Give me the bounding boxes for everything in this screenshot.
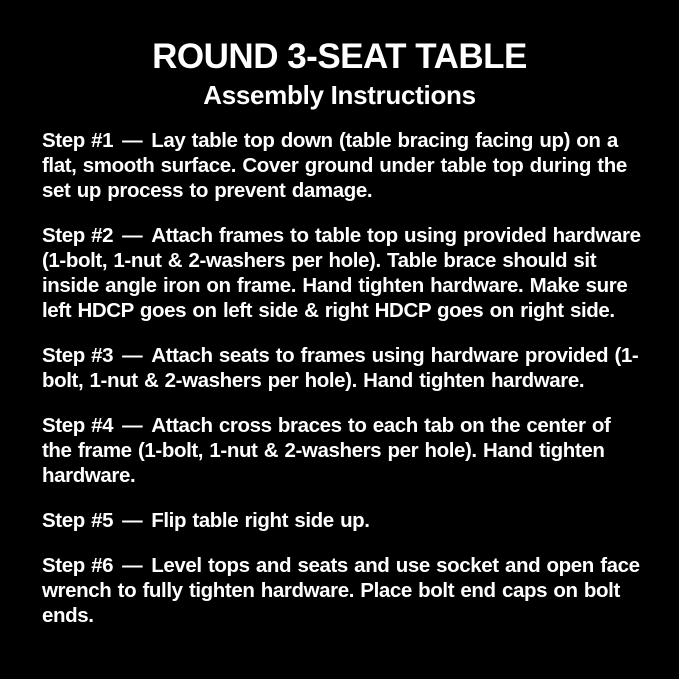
step-1 bbox=[42, 128, 643, 203]
step-4-label: Step #4 bbox=[42, 414, 114, 437]
step-6-text: Level tops and seats and use socket and open face wrench to fully tighten hardware. Place bolt end caps on bolt ends. bbox=[42, 554, 640, 627]
step-3-text: Attach seats to frames using hardware provided (1-bolt, 1-nut & 2-washers per hole). Hand tighten hardware. bbox=[42, 344, 639, 392]
step-4 bbox=[42, 413, 643, 488]
step-1-dash: — bbox=[122, 129, 143, 152]
step-5 bbox=[42, 508, 643, 533]
step-6-label: Step #6 bbox=[42, 554, 114, 577]
step-4-text: Attach cross braces to each tab on the center of the frame (1-bolt, 1-nut & 2-washers per hole). Hand tighten hardware. bbox=[42, 414, 611, 487]
step-4-dash: — bbox=[122, 414, 143, 437]
step-1-text: Lay table top down (table bracing facing up) on a flat, smooth surface. Cover ground under table top during the set up process to prevent damage. bbox=[42, 129, 627, 202]
step-5-dash: — bbox=[122, 509, 143, 532]
step-6-dash: — bbox=[122, 554, 143, 577]
page-subtitle: Assembly Instructions bbox=[203, 80, 476, 110]
step-2 bbox=[42, 223, 643, 323]
step-3-label: Step #3 bbox=[42, 344, 114, 367]
step-5-text: Flip table right side up. bbox=[151, 509, 370, 532]
step-1-label: Step #1 bbox=[42, 129, 114, 152]
step-6 bbox=[42, 553, 643, 628]
step-3-dash: — bbox=[122, 344, 143, 367]
step-3 bbox=[42, 343, 643, 393]
steps-list bbox=[0, 128, 679, 628]
step-2-dash: — bbox=[122, 224, 143, 247]
step-5-label: Step #5 bbox=[42, 509, 114, 532]
step-2-text: Attach frames to table top using provided hardware (1-bolt, 1-nut & 2-washers per hole). Table brace should sit inside angle iron on frame. Hand tighten hardware. Make sure left HDCP goes on left side & right HDCP goes on right side. bbox=[42, 224, 641, 322]
step-2-label: Step #2 bbox=[42, 224, 114, 247]
page-title: ROUND 3-SEAT TABLE bbox=[152, 37, 527, 76]
